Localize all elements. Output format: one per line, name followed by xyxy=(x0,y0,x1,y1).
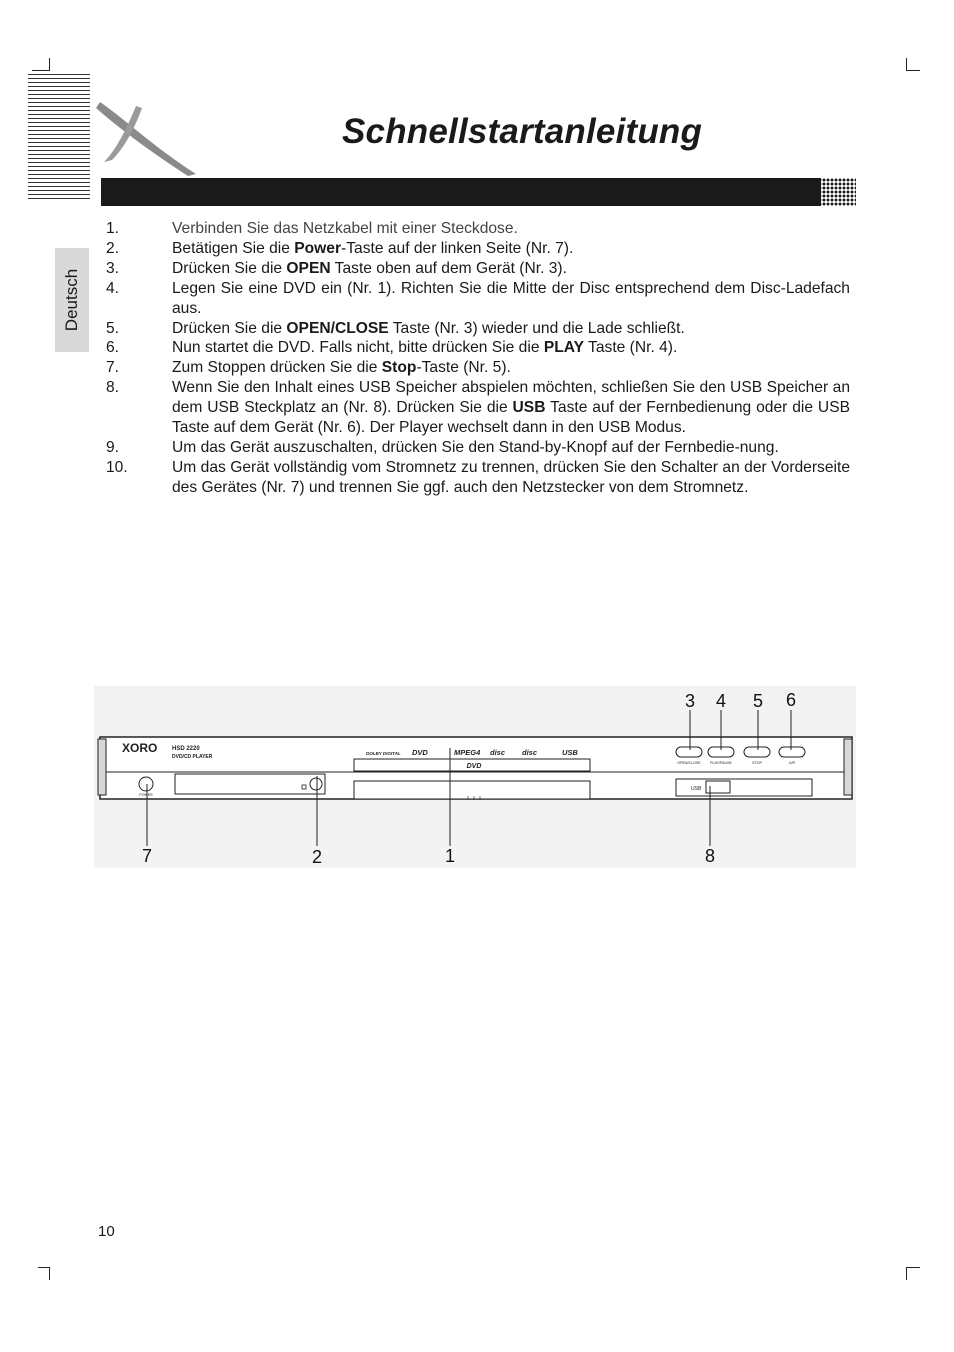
instruction-step xyxy=(106,259,850,279)
crop-mark xyxy=(906,70,920,71)
callout-7: 7 xyxy=(141,846,153,866)
format-logo: DOLBY DIGITAL xyxy=(366,751,401,756)
step-text: Drücken Sie die OPEN/CLOSE Taste (Nr. 3) wieder und die Lade schließt. xyxy=(172,319,685,337)
step-text: Wenn Sie den Inhalt eines USB Speicher abspielen möchten, schließen Sie den USB Speicher an dem USB Steckplatz an (Nr. 8). Drücken Sie die USB Taste auf der Fernbedienung oder die USB Taste auf dem Gerät (Nr. 6). Der Player wechselt dann in den USB Modus. xyxy=(172,379,850,437)
title-bar xyxy=(101,178,821,206)
tray-dvd-logo: DVD xyxy=(466,763,482,770)
step-text: Betätigen Sie die Power-Taste auf der linken Seite (Nr. 7). xyxy=(172,239,574,257)
step-text: Um das Gerät vollständig vom Stromnetz zu trennen, drücken Sie den Schalter an der Vorderseite des Gerätes (Nr. 7) und trennen Sie ggf. auch den Netzstecker von dem Stromnetz. xyxy=(172,458,850,496)
instruction-step xyxy=(106,319,850,339)
device-button xyxy=(676,747,702,757)
device-brand: XORO xyxy=(122,741,158,755)
instruction-step xyxy=(106,239,850,259)
dvd-player-front-diagram xyxy=(94,686,856,868)
page-number: 10 xyxy=(98,1223,115,1240)
step-text: Legen Sie eine DVD ein (Nr. 1). Richten Sie die Mitte der Disc entsprechend dem Disc-Ladefach aus. xyxy=(172,279,850,317)
instruction-list xyxy=(106,219,850,498)
step-number: 9. xyxy=(106,438,120,456)
callout-3: 3 xyxy=(684,691,696,711)
xoro-x-logo-icon xyxy=(96,100,200,180)
title-bar-dots xyxy=(818,178,856,206)
instruction-step xyxy=(106,438,850,458)
instruction-step xyxy=(106,279,850,319)
instruction-step xyxy=(106,219,850,239)
usb-port-label: USB xyxy=(691,786,702,792)
callout-5: 5 xyxy=(752,691,764,711)
step-number: 4. xyxy=(106,279,120,297)
device-model-sub: DVD/CD PLAYER xyxy=(172,754,213,760)
callout-2: 2 xyxy=(311,847,323,867)
device-button-label: U/R xyxy=(788,761,796,765)
device-button-label: OPEN/CLOSE xyxy=(677,761,701,765)
instruction-step xyxy=(106,458,850,498)
step-number: 5. xyxy=(106,319,120,337)
crop-mark xyxy=(906,1267,920,1268)
decorative-stripes xyxy=(28,74,90,200)
step-number: 1. xyxy=(106,220,120,237)
device-button xyxy=(744,747,770,757)
step-text: Zum Stoppen drücken Sie die Stop-Taste (Nr. 5). xyxy=(172,359,511,377)
step-text: Verbinden Sie das Netzkabel mit einer Steckdose. xyxy=(172,220,518,237)
step-number: 2. xyxy=(106,239,120,257)
step-text: Drücken Sie die OPEN Taste oben auf dem Gerät (Nr. 3). xyxy=(172,259,567,277)
format-logo: USB xyxy=(562,748,578,757)
crop-mark xyxy=(906,1267,907,1280)
step-number: 6. xyxy=(106,339,120,357)
format-logo: disc xyxy=(490,748,506,757)
crop-mark xyxy=(32,70,50,71)
callout-4: 4 xyxy=(715,691,727,711)
step-number: 7. xyxy=(106,359,120,377)
step-number: 3. xyxy=(106,259,120,277)
format-logo: disc xyxy=(522,748,538,757)
language-tab xyxy=(55,248,89,352)
device-button xyxy=(779,747,805,757)
format-logo: MPEG4 xyxy=(454,748,481,757)
format-logo: DVD xyxy=(412,748,428,757)
device-button-label: STOP xyxy=(752,761,762,765)
device-model: HSD 2220 xyxy=(172,746,200,752)
step-text: Um das Gerät auszuschalten, drücken Sie den Stand-by-Knopf auf der Fernbedie-nung. xyxy=(172,438,779,456)
power-label: POWER xyxy=(139,793,153,797)
step-number: 8. xyxy=(106,379,120,397)
instruction-step xyxy=(106,378,850,438)
device-button-label: PLAY/PAUSE xyxy=(710,761,732,765)
callout-6: 6 xyxy=(785,690,797,710)
crop-mark xyxy=(49,1267,50,1280)
callout-1: 1 xyxy=(444,846,456,866)
instruction-step xyxy=(106,338,850,358)
step-number: 10. xyxy=(106,458,128,476)
instruction-step xyxy=(106,358,850,378)
page-title: Schnellstartanleitung xyxy=(342,112,703,151)
step-text: Nun startet die DVD. Falls nicht, bitte drücken Sie die PLAY Taste (Nr. 4). xyxy=(172,339,678,357)
language-tab-label: Deutsch xyxy=(62,268,81,332)
callout-8: 8 xyxy=(704,846,716,866)
